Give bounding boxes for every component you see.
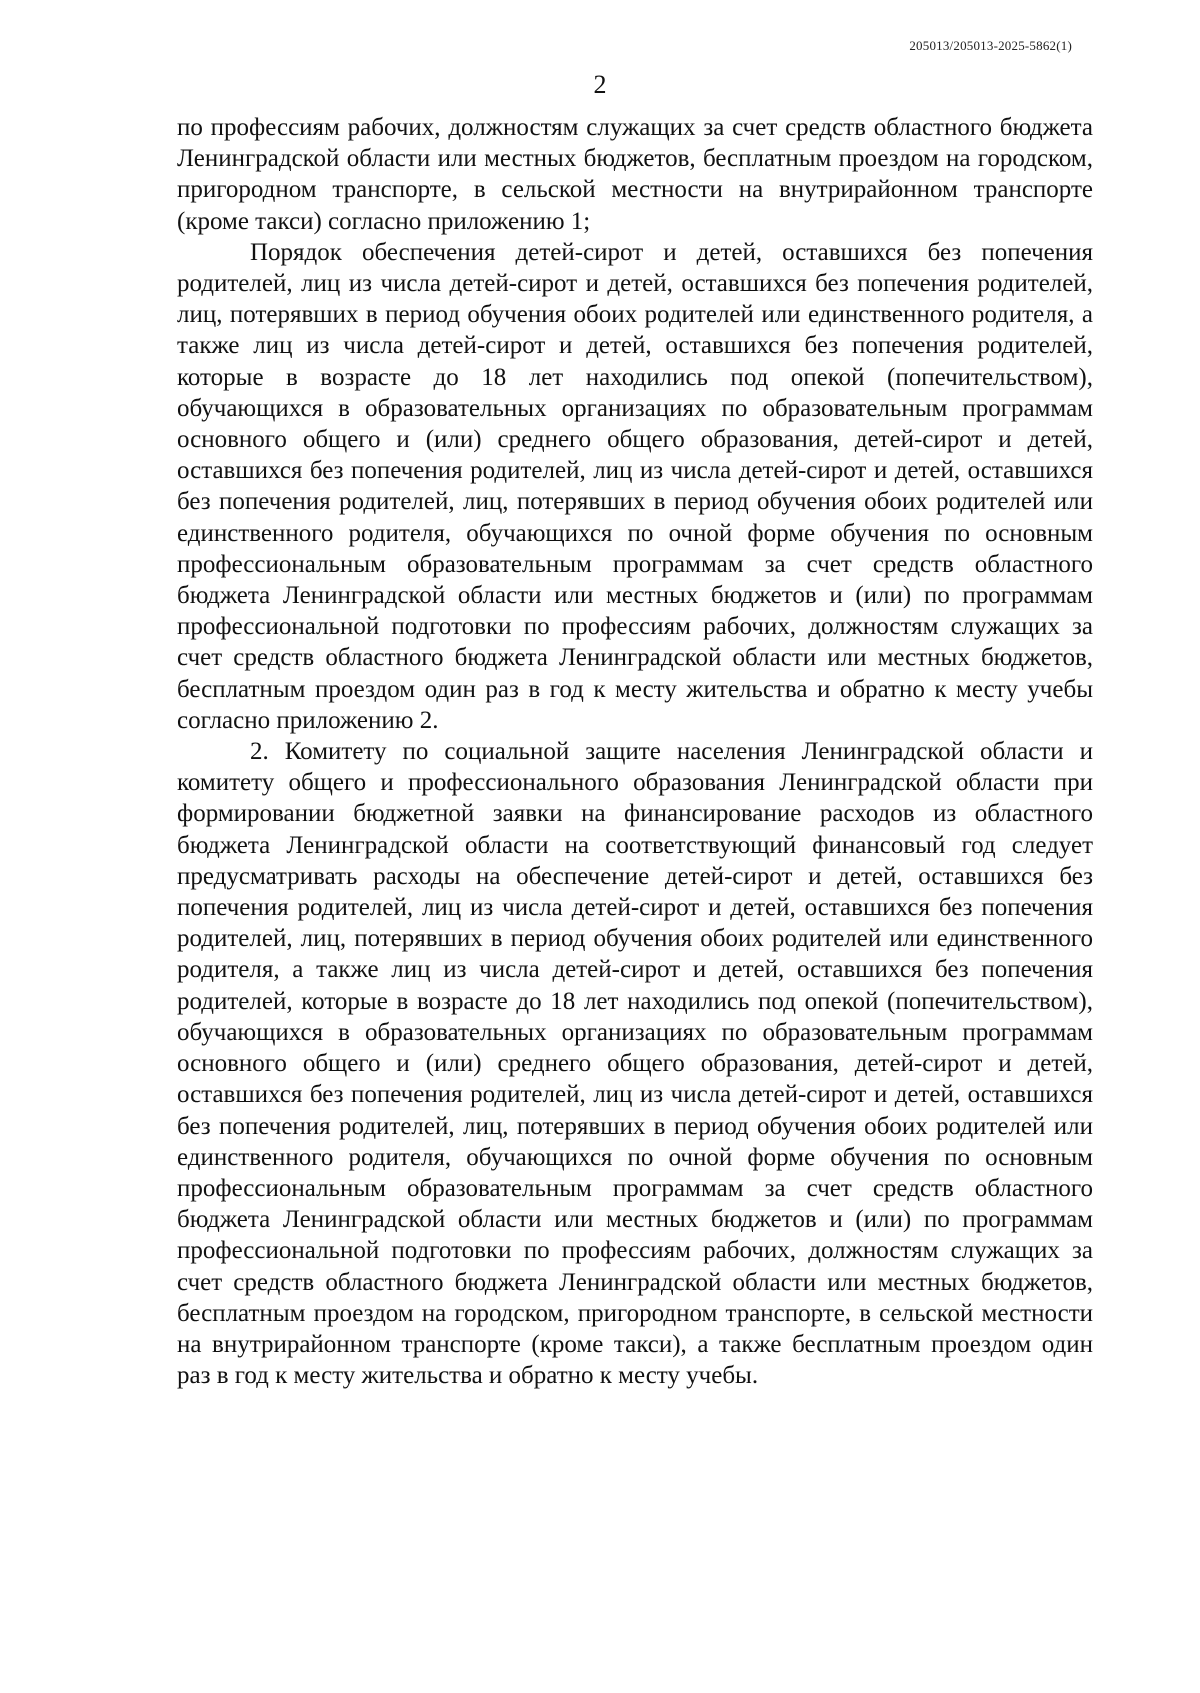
page-number: 2: [593, 70, 607, 99]
paragraph-item-2: 2. Комитету по социальной защите населения Ленинградской области и комитету общего и профессионального образования Ленинградской области при формировании бюджетной заявки на финансирование расходов из областного бюджета Ленинградской области на соответствующий финансовый год следует предусматривать расходы на обеспечение детей-сирот и детей, оставшихся без попечения родителей, лиц из числа детей-сирот и детей, оставшихся без попечения родителей, лиц, потерявших в период обучения обоих родителей или единственного родителя, а также лиц из числа детей-сирот и детей, оставшихся без попечения родителей, которые в возрасте до 18 лет находились под опекой (попечительством), обучающихся в образовательных организациях по образовательным программам основного общего и (или) среднего общего образования, детей-сирот и детей, оставшихся без попечения родителей, лиц из числа детей-сирот и детей, оставшихся без попечения родителей, лиц, потерявших в период обучения обоих родителей или единственного родителя, обучающихся по очной форме обучения по основным профессиональным образовательным программам за счет средств областного бюджета Ленинградской области или местных бюджетов и (или) по программам профессиональной подготовки по профессиям рабочих, должностям служащих за счет средств областного бюджета Ленинградской области или местных бюджетов, бесплатным проездом на городском, пригородном транспорте, в сельской местности на внутрирайонном транспорте (кроме такси), а также бесплатным проездом один раз в год к месту жительства и обратно к месту учебы.: [177, 738, 1093, 1390]
paragraph-procedure: Порядок обеспечения детей-сирот и детей, оставшихся без попечения родителей, лиц из числа детей-сирот и детей, оставшихся без попечения родителей, лиц, потерявших в период обучения обоих родителей или единственного родителя, а также лиц из числа детей-сирот и детей, оставшихся без попечения родителей, которые в возрасте до 18 лет находились под опекой (попечительством), обучающихся в образовательных организациях по образовательным программам основного общего и (или) среднего общего образования, детей-сирот и детей, оставшихся без попечения родителей, лиц из числа детей-сирот и детей, оставшихся без попечения родителей, лиц, потерявших в период обучения обоих родителей или единственного родителя, обучающихся по очной форме обучения по основным профессиональным образовательным программам за счет средств областного бюджета Ленинградской области или местных бюджетов и (или) по программам профессиональной подготовки по профессиям рабочих, должностям служащих за счет средств областного бюджета Ленинградской области или местных бюджетов, бесплатным проездом один раз в год к месту жительства и обратно к месту учебы согласно приложению 2.: [177, 238, 1093, 734]
document-id: 205013/205013-2025-5862(1): [909, 38, 1072, 53]
paragraph-continuation: по профессиям рабочих, должностям служащих за счет средств областного бюджета Ленинградской области или местных бюджетов, бесплатным проездом на городском, пригородном транспорте, в сельской местности на внутрирайонном транспорте (кроме такси) согласно приложению 1;: [177, 114, 1093, 235]
document-body: [177, 112, 1093, 1391]
